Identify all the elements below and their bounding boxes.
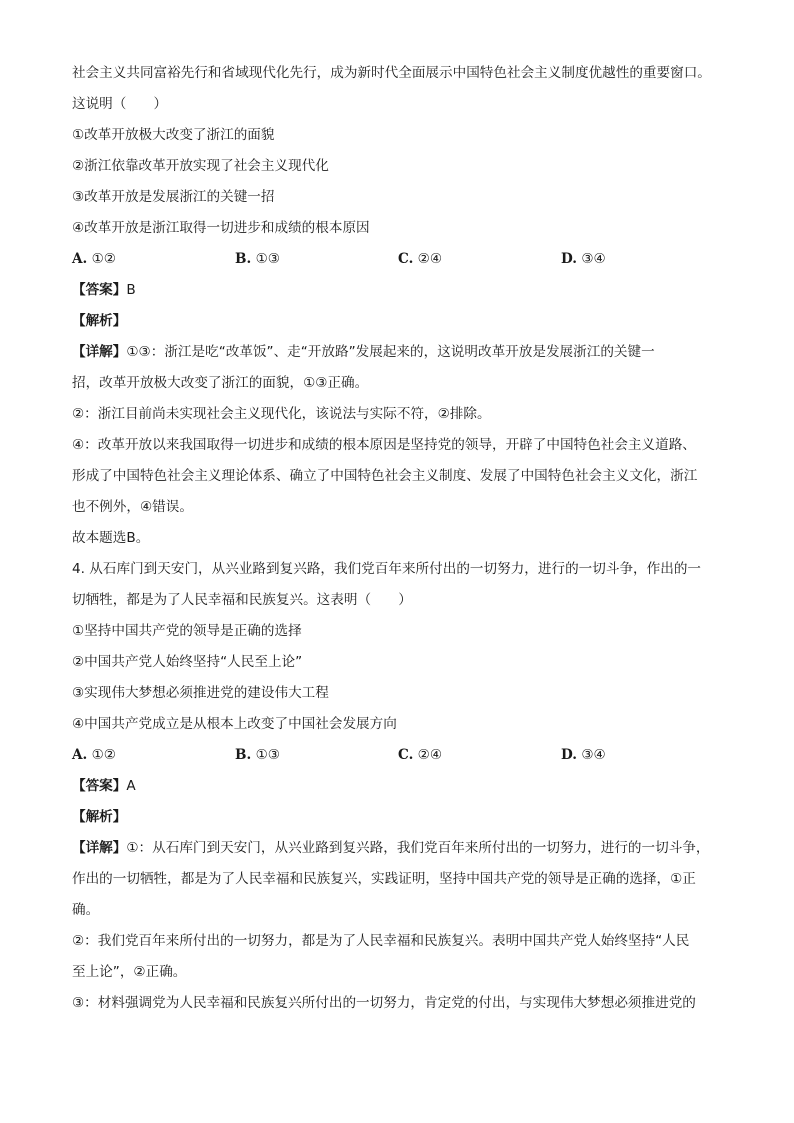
q4-detail-line-3: 确。	[72, 902, 100, 918]
q3-detail-line-5: 形成了中国特色社会主义理论体系、确立了中国特色社会主义制度、发展了中国特色社会主义文化，浙江	[72, 468, 698, 484]
q4-statement-3: ③实现伟大梦想必须推进党的建设伟大工程	[72, 685, 329, 701]
option-text: ①③	[255, 251, 280, 267]
q3-stem	[72, 62, 732, 124]
option-text: ②④	[417, 747, 443, 763]
answer-value: A	[126, 778, 136, 794]
q3-detail-line-2: 招，改革开放极大改变了浙江的面貌，①③正确。	[72, 375, 369, 391]
option-text: ②④	[417, 251, 443, 267]
option-letter: B.	[235, 747, 252, 763]
detail-text: ①：从石库门到天安门，从兴业路到复兴路，我们党百年来所付出的一切努力，进行的一切斗争，	[126, 840, 710, 856]
option-letter: A.	[72, 747, 88, 763]
option-letter: C.	[398, 251, 414, 267]
option-text: ③④	[581, 747, 606, 763]
q3-detail-line-7: 故本题选B。	[72, 530, 150, 546]
q4-detail-line-4: ②：我们党百年来所付出的一切努力，都是为了人民幸福和民族复兴。表明中国共产党人始终坚持“人民	[72, 933, 690, 949]
q4-statement-2: ②中国共产党人始终坚持“人民至上论”	[72, 654, 303, 670]
q4-detail-line-2: 作出的一切牺牲，都是为了人民幸福和民族复兴，实践证明，坚持中国共产党的领导是正确的选择，①正	[72, 871, 696, 887]
q3-statement-3: ③改革开放是发展浙江的关键一招	[72, 189, 275, 205]
q4-option-b	[235, 744, 398, 775]
q3-options	[72, 248, 732, 279]
q3-detail-line-4: ④：改革开放以来我国取得一切进步和成绩的根本原因是坚持党的领导，开辟了中国特色社会主义道路、	[72, 437, 696, 453]
q3-statement-2: ②浙江依靠改革开放实现了社会主义现代化	[72, 158, 329, 174]
answer-tag: 【答案】	[72, 282, 127, 298]
q4-statement-1: ①坚持中国共产党的领导是正确的选择	[72, 623, 302, 639]
q3-detail	[72, 341, 732, 558]
q4-detail-line-1	[72, 837, 732, 868]
q4-options	[72, 744, 732, 775]
detail-text: ①③：浙江是吃“改革饭”、走“开放路”发展起来的，这说明改革开放是发展浙江的关键一	[126, 344, 655, 360]
q4-stem-line-2: 切牺牲，都是为了人民幸福和民族复兴。这表明（ ）	[72, 592, 412, 608]
detail-tag: 【详解】	[72, 840, 127, 856]
q4-stem-line-1: 4. 从石库门到天安门，从兴业路到复兴路，我们党百年来所付出的一切努力，进行的一切斗争，作出的一	[72, 561, 702, 577]
q3-option-d	[561, 248, 724, 279]
answer-tag: 【答案】	[72, 778, 127, 794]
analysis-tag: 【解析】	[72, 809, 127, 825]
analysis-tag: 【解析】	[72, 313, 127, 329]
q4-detail-line-6: ③：材料强调党为人民幸福和民族复兴所付出的一切努力，肯定党的付出，与实现伟大梦想必须推进党的	[72, 995, 696, 1011]
detail-tag: 【详解】	[72, 344, 127, 360]
q3-analysis-heading	[72, 310, 732, 341]
q4-answer	[72, 775, 732, 806]
q3-statement-4: ④改革开放是浙江取得一切进步和成绩的根本原因	[72, 220, 370, 236]
option-text: ①③	[255, 747, 280, 763]
option-text: ①②	[91, 251, 116, 267]
q4-option-c	[398, 744, 561, 775]
option-letter: D.	[561, 251, 578, 267]
q3-stem-line-2: 这说明（ ）	[72, 96, 168, 112]
q4-detail-line-5: 至上论”，②正确。	[72, 964, 187, 980]
option-text: ③④	[581, 251, 606, 267]
option-letter: D.	[561, 747, 578, 763]
q3-detail-line-1	[72, 341, 732, 372]
q4-option-a	[72, 744, 235, 775]
answer-value: B	[126, 282, 136, 298]
q3-option-a	[72, 248, 235, 279]
q3-option-b	[235, 248, 398, 279]
document-page	[72, 62, 732, 1023]
q4-detail	[72, 837, 732, 1023]
option-letter: A.	[72, 251, 88, 267]
q3-answer	[72, 279, 732, 310]
q3-statement-1: ①改革开放极大改变了浙江的面貌	[72, 127, 275, 143]
option-letter: C.	[398, 747, 414, 763]
q3-detail-line-6: 也不例外，④错误。	[72, 499, 193, 515]
q3-statements	[72, 124, 732, 248]
q4-analysis-heading	[72, 806, 732, 837]
option-text: ①②	[91, 747, 116, 763]
q4-option-d	[561, 744, 724, 775]
option-letter: B.	[235, 251, 252, 267]
q4-statements	[72, 620, 732, 744]
q3-detail-line-3: ②：浙江目前尚未实现社会主义现代化，该说法与实际不符，②排除。	[72, 406, 491, 422]
q4-statement-4: ④中国共产党成立是从根本上改变了中国社会发展方向	[72, 716, 397, 732]
q4-stem	[72, 558, 732, 620]
q3-stem-line-1: 社会主义共同富裕先行和省域现代化先行，成为新时代全面展示中国特色社会主义制度优越性的重要窗口。	[72, 65, 711, 81]
q3-option-c	[398, 248, 561, 279]
